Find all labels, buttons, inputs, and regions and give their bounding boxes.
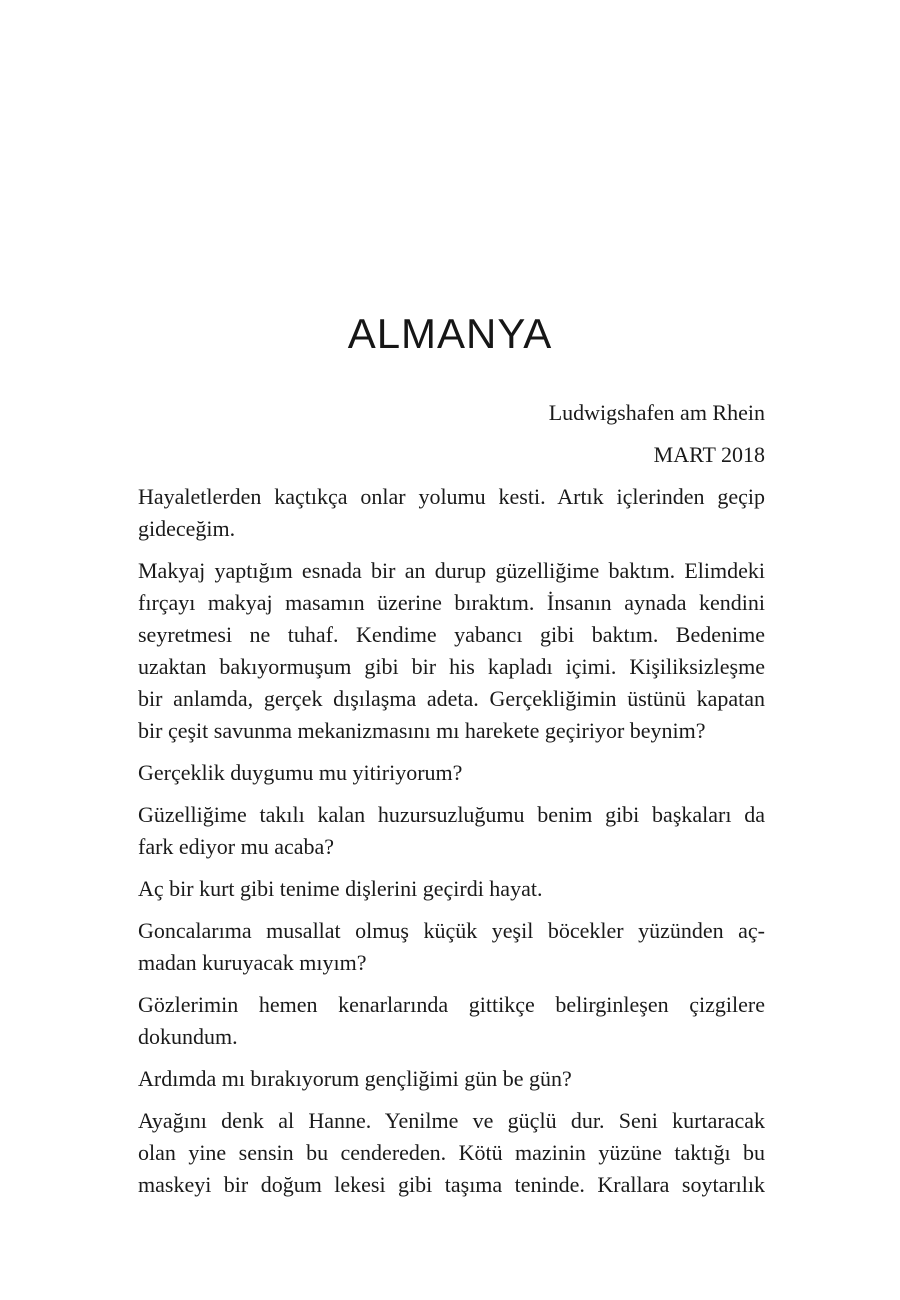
text-line: bir çeşit savunma mekanizmasını mı harekete geçiriyor beynim? — [138, 718, 706, 743]
text-line: seyretmesi ne tuhaf. Kendime yabancı gibi baktım. Bedenime — [138, 622, 765, 647]
paragraph — [138, 915, 765, 979]
date-line: MART 2018 — [653, 442, 765, 467]
paragraph — [138, 757, 765, 789]
chapter-title: ALMANYA — [347, 310, 553, 357]
paragraph — [138, 799, 765, 863]
text-line: madan kuruyacak mıyım? — [138, 950, 367, 975]
text-line: Makyaj yaptığım esnada bir an durup güzelliğime baktım. Elimdeki — [138, 558, 765, 583]
text-line: Hayaletlerden kaçtıkça onlar yolumu kesti. Artık içlerinden geçip — [138, 484, 765, 509]
text-line: Gözlerimin hemen kenarlarında gittikçe belirginleşen çizgilere — [138, 992, 765, 1017]
paragraph — [138, 555, 765, 747]
text-line: Güzelliğime takılı kalan huzursuzluğumu benim gibi başkaları da — [138, 802, 765, 827]
text-line: uzaktan bakıyormuşum gibi bir his kapladı içimi. Kişiliksizleşme — [138, 654, 765, 679]
paragraph — [138, 1105, 765, 1201]
text-line: Ayağını denk al Hanne. Yenilme ve güçlü dur. Seni kurtaracak — [138, 1108, 765, 1133]
paragraph — [138, 481, 765, 545]
paragraph — [138, 1063, 765, 1095]
text-line: gideceğim. — [138, 516, 236, 541]
text-line: olan yine sensin bu cendereden. Kötü mazinin yüzüne taktığı bu — [138, 1140, 765, 1165]
chapter-body — [138, 397, 765, 1211]
text-line: Ardımda mı bırakıyorum gençliğimi gün be gün? — [138, 1066, 572, 1091]
text-line: Goncalarıma musallat olmuş küçük yeşil böcekler yüzünden aç- — [138, 918, 765, 943]
location-line: Ludwigshafen am Rhein — [548, 400, 765, 425]
text-line: maskeyi bir doğum lekesi gibi taşıma teninde. Krallara soytarılık — [138, 1172, 765, 1197]
text-line: bir anlamda, gerçek dışılaşma adeta. Gerçekliğimin üstünü kapatan — [138, 686, 765, 711]
text-line: dokundum. — [138, 1024, 238, 1049]
text-line: fırçayı makyaj masamın üzerine bıraktım. İnsanın aynada kendini — [138, 590, 765, 615]
paragraph — [138, 873, 765, 905]
text-line: Aç bir kurt gibi tenime dişlerini geçirdi hayat. — [138, 876, 543, 901]
text-line: fark ediyor mu acaba? — [138, 834, 335, 859]
paragraph — [138, 989, 765, 1053]
text-line: Gerçeklik duygumu mu yitiriyorum? — [138, 760, 463, 785]
